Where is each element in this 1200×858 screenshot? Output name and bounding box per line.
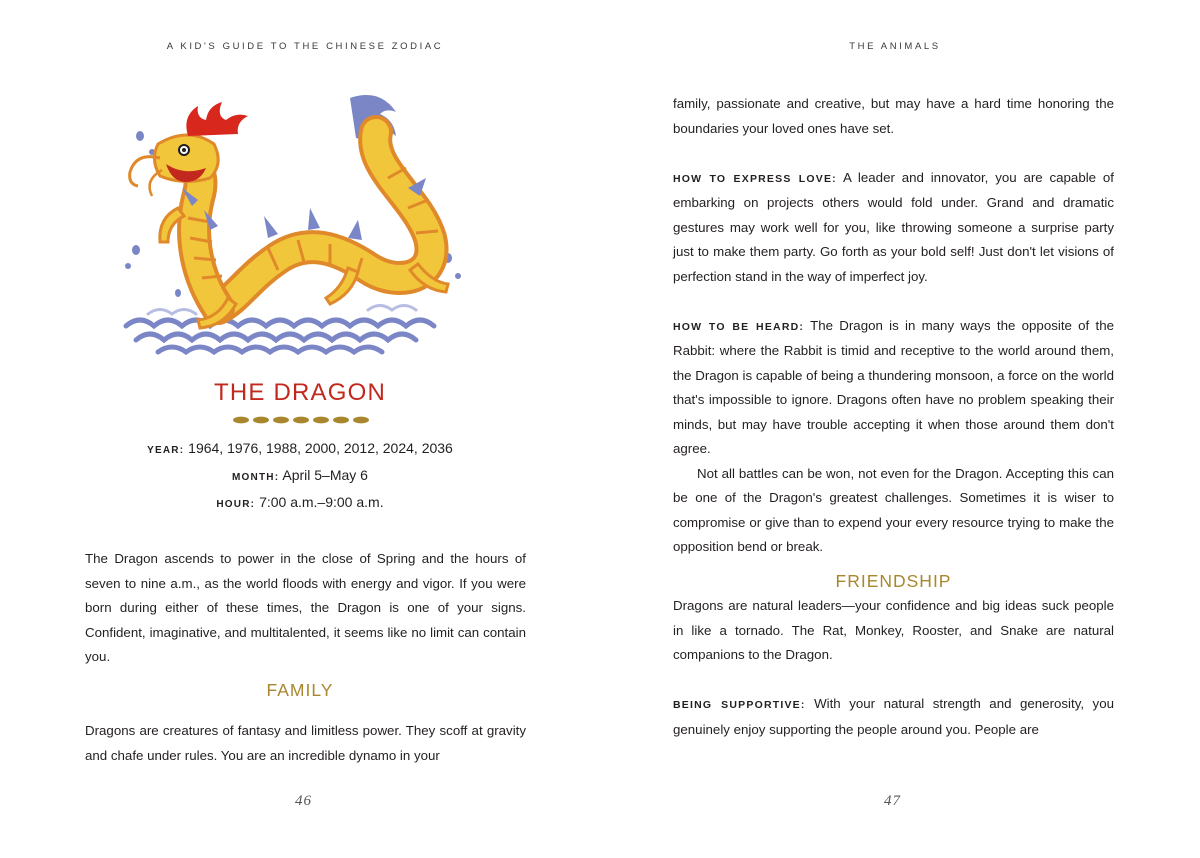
- love-paragraph: [673, 166, 1114, 290]
- year-label: YEAR:: [147, 445, 185, 456]
- page-title: THE DRAGON: [213, 379, 386, 406]
- continued-paragraph: family, passionate and creative, but may have a hard time honoring the boundaries your loved ones have set.: [673, 96, 1114, 136]
- family-paragraph: Dragons are creatures of fantasy and limitless power. They scoff at gravity and chafe under rules. You are an incredible dynamo in your: [85, 723, 526, 763]
- page-number-right: 47: [884, 793, 901, 809]
- sign-info: [100, 436, 500, 517]
- running-head-right: THE ANIMALS: [849, 41, 941, 52]
- supportive-paragraph: [673, 692, 1114, 742]
- page-number-left: 46: [295, 793, 312, 809]
- supportive-label: BEING SUPPORTIVE:: [673, 699, 806, 711]
- battles-paragraph: Not all battles can be won, not even for the Dragon. Accepting this can be one of the Dragon's greatest challenges. Sometimes it is wiser to compromise or give than to expend your every resource trying to make the opposition bend or break.: [673, 465, 1114, 554]
- friendship-paragraph: Dragons are natural leaders—your confidence and big ideas suck people in like a tornado. The Rat, Monkey, Rooster, and Snake are natural companions to the Dragon.: [673, 598, 1114, 662]
- hour-label: HOUR:: [216, 499, 256, 510]
- friendship-heading: FRIENDSHIP: [835, 570, 952, 591]
- leaf-divider-ornament: [232, 414, 370, 426]
- year-value: 1964, 1976, 1988, 2000, 2012, 2024, 2036: [188, 440, 453, 456]
- family-heading: FAMILY: [266, 680, 334, 700]
- love-label: HOW TO EXPRESS LOVE:: [673, 172, 837, 185]
- right-page: [600, 0, 1200, 858]
- year-line: [100, 436, 500, 463]
- dragon-illustration: [118, 88, 468, 363]
- month-value: April 5–May 6: [282, 467, 368, 483]
- supportive-text: With your natural strength and generosity, you genuinely enjoy supporting the people around you. People are: [673, 696, 1115, 737]
- right-body-text: [673, 92, 1114, 742]
- running-head-left: A KID'S GUIDE TO THE CHINESE ZODIAC: [166, 41, 444, 52]
- love-text: A leader and innovator, you are capable of embarking on projects others would fold under. Grand and dramatic gestures may work well for you, like throwing someone a surprise party just to make them party. Go forth as your bold self! Just don't let visions of perfection stand in the way of imperfect joy.: [673, 169, 1114, 284]
- heard-text: The Dragon is in many ways the opposite of the Rabbit: where the Rabbit is timid and receptive to the world around them, the Dragon is capable of being a thundering monsoon, a force on the world that's impossible to ignore. Dragons often have no problem speaking their minds, but may have trouble accepting it when those around them don't agree.: [673, 317, 1114, 456]
- intro-paragraph: The Dragon ascends to power in the close of Spring and the hours of seven to nine a.m., as the world floods with energy and vigor. If you were born during either of these times, the Dragon is one of your signs. Confident, imaginative, and multitalented, it seems like no limit can contain you.: [85, 551, 526, 665]
- month-label: MONTH:: [232, 472, 280, 483]
- heard-paragraph: [673, 314, 1114, 462]
- month-line: [100, 463, 500, 490]
- hour-line: [100, 490, 500, 517]
- hour-value: 7:00 a.m.–9:00 a.m.: [259, 494, 384, 510]
- heard-label: HOW TO BE HEARD:: [673, 320, 805, 333]
